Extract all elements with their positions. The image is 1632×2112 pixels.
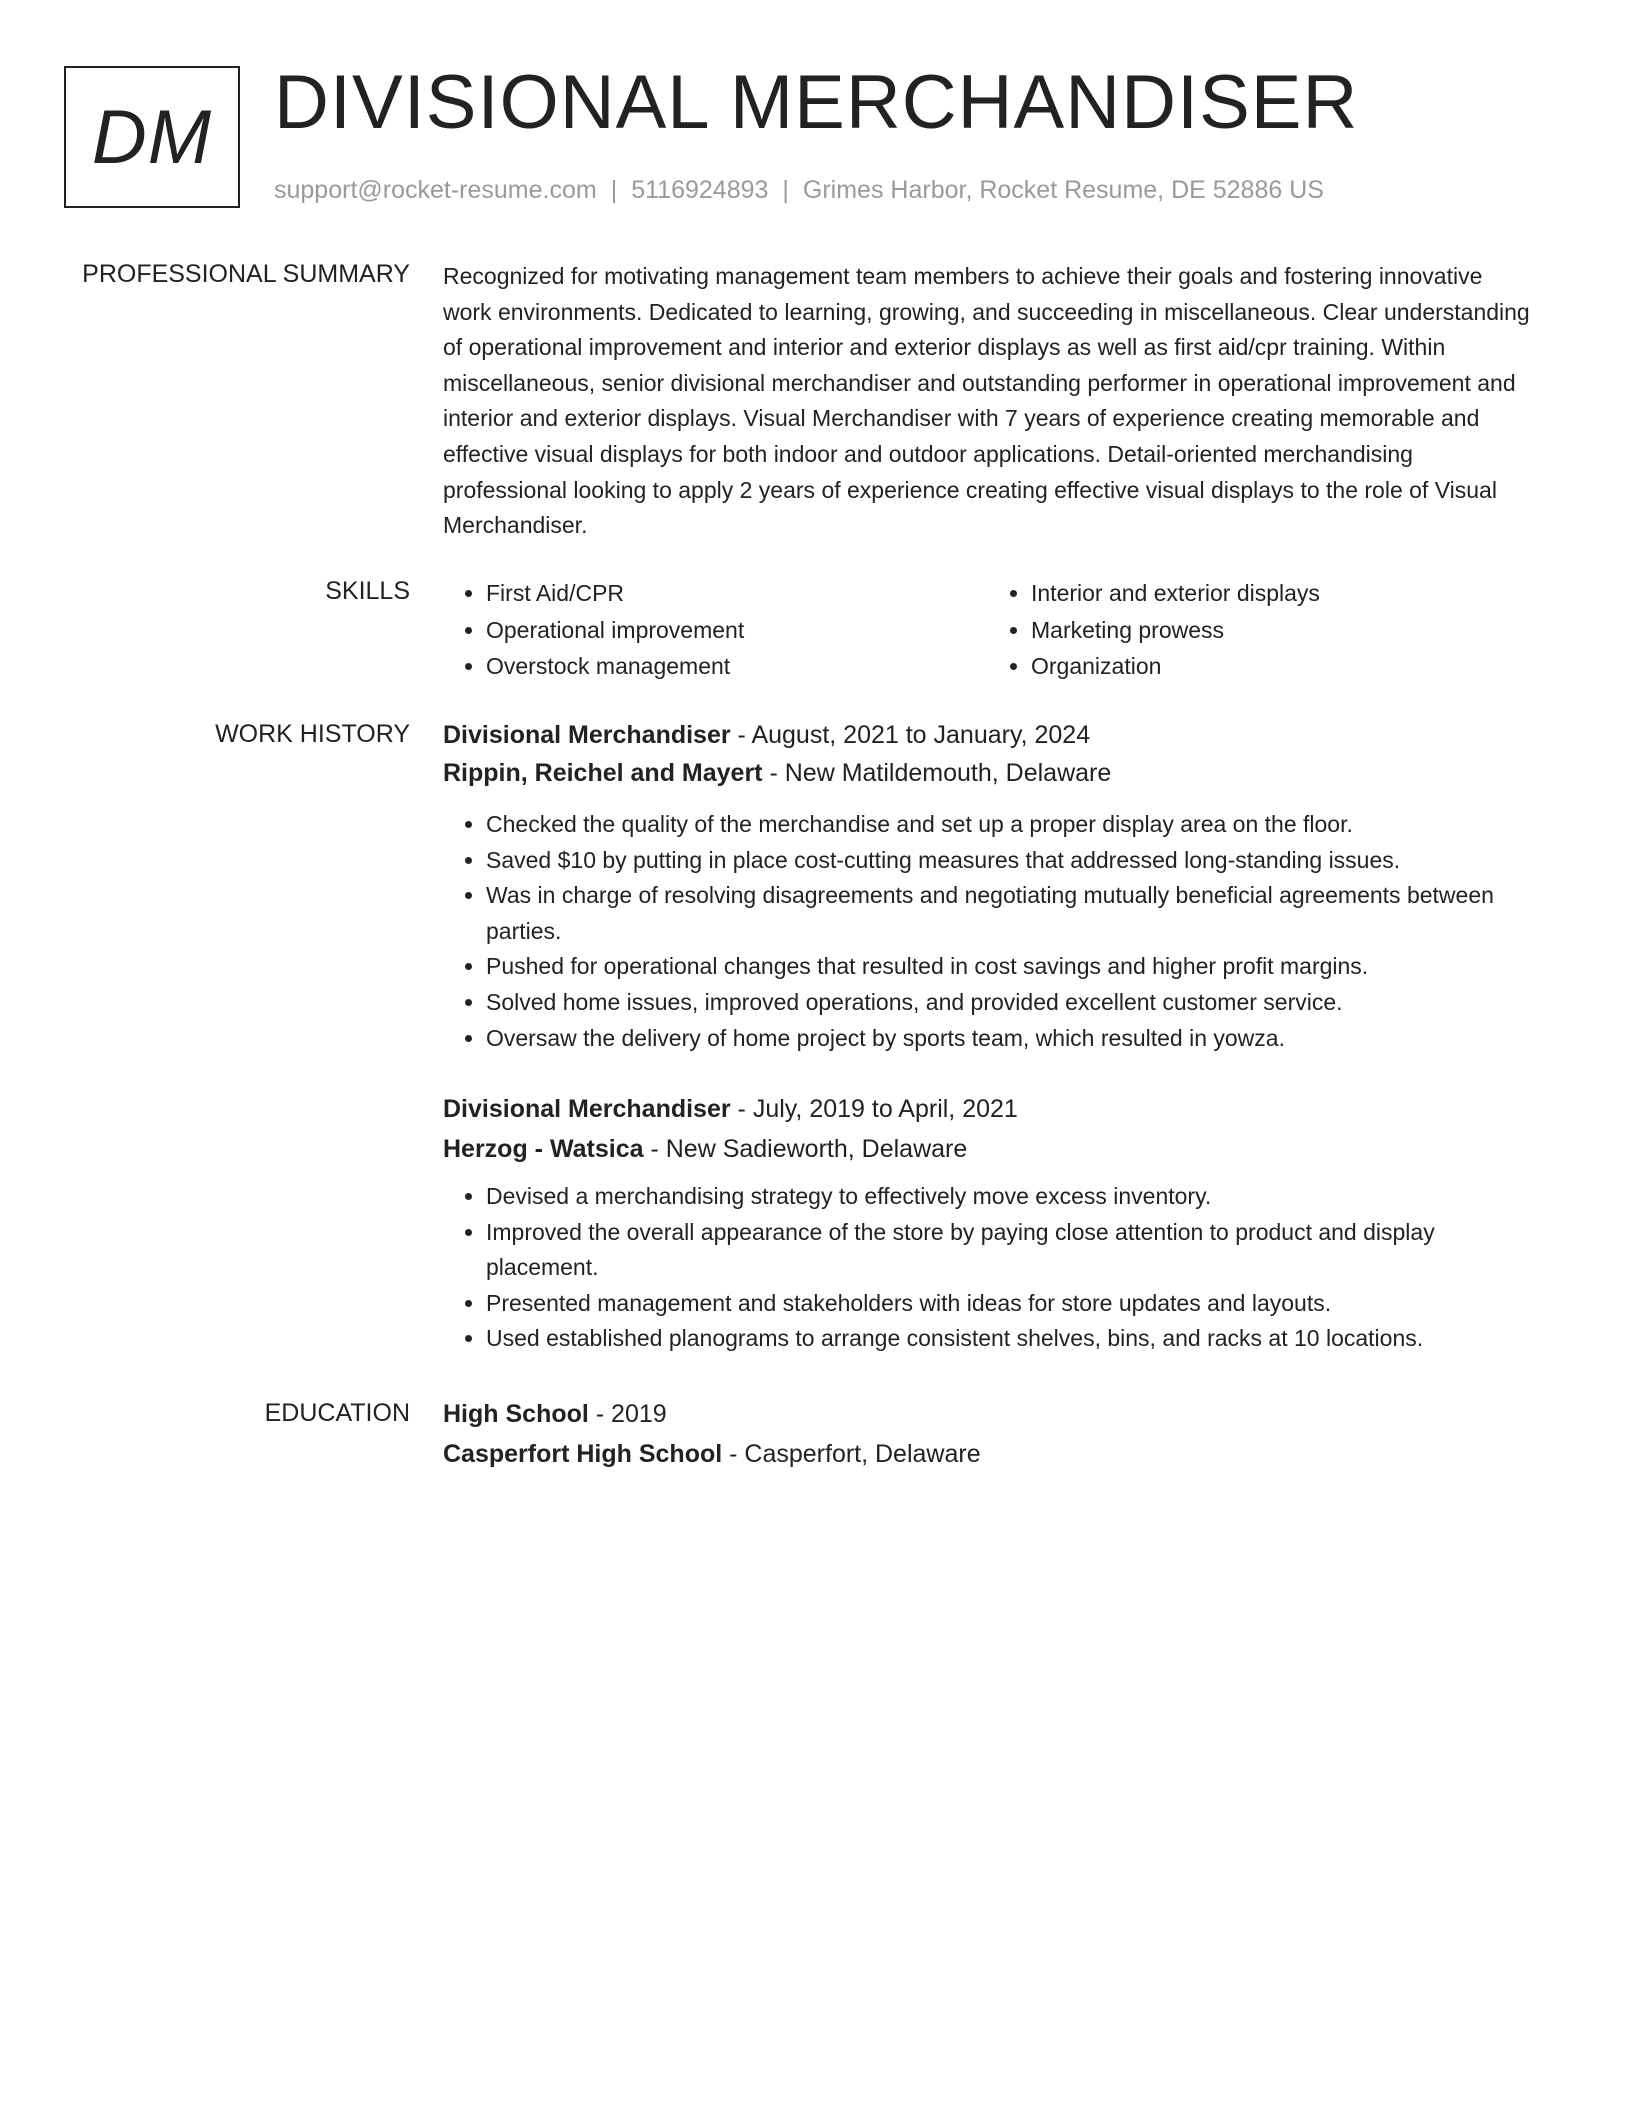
skills-body <box>443 575 1533 685</box>
job-bullet: • Improved the overall appearance of the store by paying close attention to product and display placement. <box>486 1215 1533 1286</box>
monogram-box <box>64 66 240 208</box>
skill-item: • Marketing prowess <box>1031 612 1533 649</box>
education-location: - Casperfort, Delaware <box>722 1440 981 1468</box>
education-degree-line <box>443 1396 1533 1432</box>
education-degree: High School <box>443 1400 589 1428</box>
job-bullet: • Was in charge of resolving disagreements and negotiating mutually beneficial agreements between parties. <box>486 878 1533 949</box>
job-title-line <box>443 1091 1533 1127</box>
job-bullet: • Presented management and stakeholders with ideas for store updates and layouts. <box>486 1286 1533 1322</box>
job-bullet: • Saved $10 by putting in place cost-cutting measures that addressed long-standing issues. <box>486 843 1533 879</box>
education-body <box>443 1396 1533 1472</box>
skill-item: • Organization <box>1031 648 1533 685</box>
job-company-line <box>443 1131 1533 1167</box>
job-location: - New Matildemouth, Delaware <box>762 759 1112 787</box>
skill-item: • Operational improvement <box>486 612 988 649</box>
contact-line <box>274 174 1324 206</box>
job-entry <box>443 717 1533 1056</box>
contact-address: Grimes Harbor, Rocket Resume, DE 52886 US <box>802 176 1324 204</box>
education-heading: EDUCATION <box>264 1399 410 1427</box>
summary-heading: PROFESSIONAL SUMMARY <box>82 260 410 288</box>
contact-phone: 5116924893 <box>631 176 769 204</box>
skills-list-right <box>988 575 1533 685</box>
job-title: Divisional Merchandiser <box>443 721 731 749</box>
job-bullet: • Devised a merchandising strategy to effectively move excess inventory. <box>486 1179 1533 1215</box>
job-bullets <box>443 807 1533 1056</box>
skill-item: • Interior and exterior displays <box>1031 575 1533 612</box>
education-year: - 2019 <box>588 1400 667 1428</box>
skills-columns <box>443 575 1533 685</box>
work-history-body <box>443 717 1533 1352</box>
skills-list-left <box>443 575 988 685</box>
skill-item: • Overstock management <box>486 648 988 685</box>
job-bullet: • Solved home issues, improved operations, and provided excellent customer service. <box>486 985 1533 1021</box>
job-bullets <box>443 1179 1533 1357</box>
job-bullet: • Pushed for operational changes that resulted in cost savings and higher profit margins. <box>486 949 1533 985</box>
contact-separator: | <box>782 176 789 204</box>
job-bullet: • Used established planograms to arrange consistent shelves, bins, and racks at 10 locations. <box>486 1321 1533 1357</box>
job-location: - New Sadieworth, Delaware <box>643 1135 968 1163</box>
job-company: Rippin, Reichel and Mayert <box>443 759 763 787</box>
resume-name: DIVISIONAL MERCHANDISER <box>274 60 1359 145</box>
job-entry <box>443 1091 1533 1357</box>
contact-separator: | <box>610 176 618 204</box>
contact-email: support@rocket-resume.com <box>274 176 597 204</box>
skills-heading: SKILLS <box>325 577 410 605</box>
job-bullet: • Oversaw the delivery of home project by sports team, which resulted in yowza. <box>486 1021 1533 1057</box>
job-dates: - August, 2021 to January, 2024 <box>730 721 1091 749</box>
monogram-initials: DM <box>91 94 213 180</box>
summary-text: Recognized for motivating management team members to achieve their goals and fostering innovative work environments. Dedicated to learning, growing, and succeeding in miscellaneous. Clear understanding of operational improvement and interior and exterior displays as well as first aid/cpr training. Within miscellaneous, senior divisional merchandiser and outstanding performer in operational improvement and interior and exterior displays. Visual Merchandiser with 7 years of experience creating memorable and effective visual displays for both indoor and outdoor applications. Detail-oriented merchandising professional looking to apply 2 years of experience creating effective visual displays to the role of Visual Merchandiser. <box>443 263 1530 539</box>
job-company-line <box>443 755 1533 791</box>
job-title-line <box>443 717 1533 753</box>
education-school-line <box>443 1436 1533 1472</box>
job-title: Divisional Merchandiser <box>443 1095 731 1123</box>
summary-body <box>443 259 1533 544</box>
job-dates: - July, 2019 to April, 2021 <box>730 1095 1018 1123</box>
work-history-heading: WORK HISTORY <box>215 720 410 748</box>
skill-item: • First Aid/CPR <box>486 575 988 612</box>
job-bullet: • Checked the quality of the merchandise and set up a proper display area on the floor. <box>486 807 1533 843</box>
job-company: Herzog - Watsica <box>443 1135 644 1163</box>
education-school: Casperfort High School <box>443 1440 723 1468</box>
